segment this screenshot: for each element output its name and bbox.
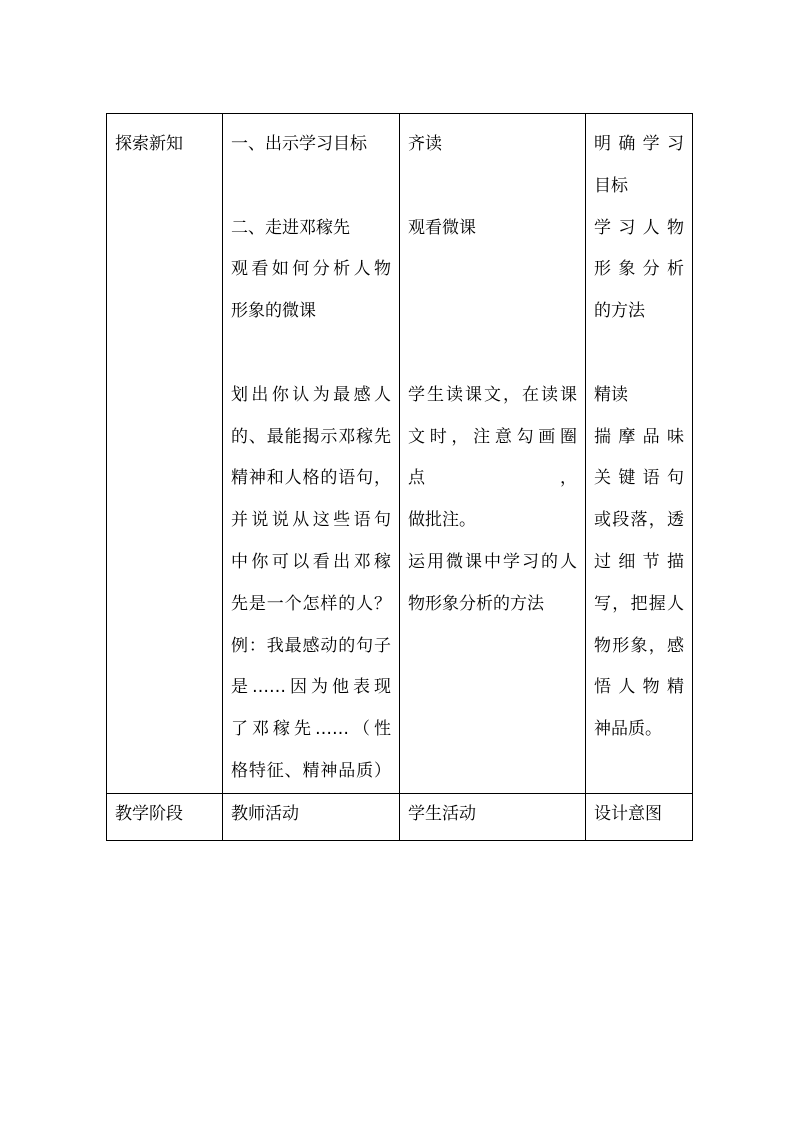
design-intent-cell	[586, 114, 693, 794]
teacher-task-line: 划出你认为最感人	[231, 384, 391, 405]
header-teacher: 教师活动	[223, 793, 400, 840]
table-header-row	[107, 793, 693, 840]
teacher-step2-title: 二、走进邓稼先	[231, 217, 350, 238]
student-read-line: 做批注。	[408, 510, 476, 531]
design-method-line: 学习人物	[594, 217, 684, 238]
student-read-line: 文时，注意勾画圈点，	[408, 426, 577, 489]
stage-cell	[107, 114, 223, 794]
stage-label: 探索新知	[115, 134, 183, 154]
lesson-plan-table	[106, 113, 693, 841]
student-watch: 观看微课	[408, 217, 476, 238]
teacher-goal: 一、出示学习目标	[231, 134, 367, 154]
teacher-task-line: 了邓稼先……（性	[231, 719, 391, 740]
teacher-task-line: 例：我最感动的句子	[231, 635, 391, 656]
design-method-line: 形象分析	[594, 259, 684, 280]
design-intensive-line: 关键语句	[594, 468, 684, 489]
student-apply-line: 物形象分析的方法	[408, 593, 544, 614]
design-intensive-title: 精读	[594, 384, 628, 405]
teacher-task-line: 先是一个怎样的人？	[231, 593, 391, 614]
teacher-task-line: 的、最能揭示邓稼先	[231, 426, 391, 447]
header-stage: 教学阶段	[107, 793, 223, 840]
teacher-step2-line: 形象的微课	[231, 301, 316, 322]
design-intensive-line: 悟人物精	[594, 677, 684, 698]
teacher-task-line: 并说说从这些语句	[231, 510, 391, 531]
teacher-task-line: 中你可以看出邓稼	[231, 551, 391, 572]
design-goal-line: 目标	[594, 175, 628, 196]
student-read-line: 学生读课文，在读课	[408, 384, 577, 405]
design-goal-line: 明确学习	[594, 134, 684, 154]
design-intensive-line: 神品质。	[594, 719, 662, 740]
design-intensive-line: 或段落，透	[594, 510, 684, 531]
student-apply-line: 运用微课中学习的人	[408, 551, 577, 572]
teacher-step2-line: 观看如何分析人物	[231, 259, 391, 280]
table-row	[107, 114, 693, 794]
design-intensive-line: 揣摩品味	[594, 426, 684, 447]
design-intensive-line: 物形象，感	[594, 635, 684, 656]
teacher-task-line: 精神和人格的语句，	[231, 468, 391, 489]
teacher-activity-cell	[223, 114, 400, 794]
header-design: 设计意图	[586, 793, 693, 840]
teacher-task-line: 是……因为他表现	[231, 677, 391, 698]
teacher-task-line: 格特征、精神品质）	[231, 760, 391, 781]
design-method-line: 的方法	[594, 301, 645, 322]
header-student: 学生活动	[400, 793, 586, 840]
student-activity-cell	[400, 114, 586, 794]
design-intensive-line: 过细节描	[594, 551, 684, 572]
student-read: 齐读	[408, 134, 442, 154]
design-intensive-line: 写，把握人	[594, 593, 684, 614]
